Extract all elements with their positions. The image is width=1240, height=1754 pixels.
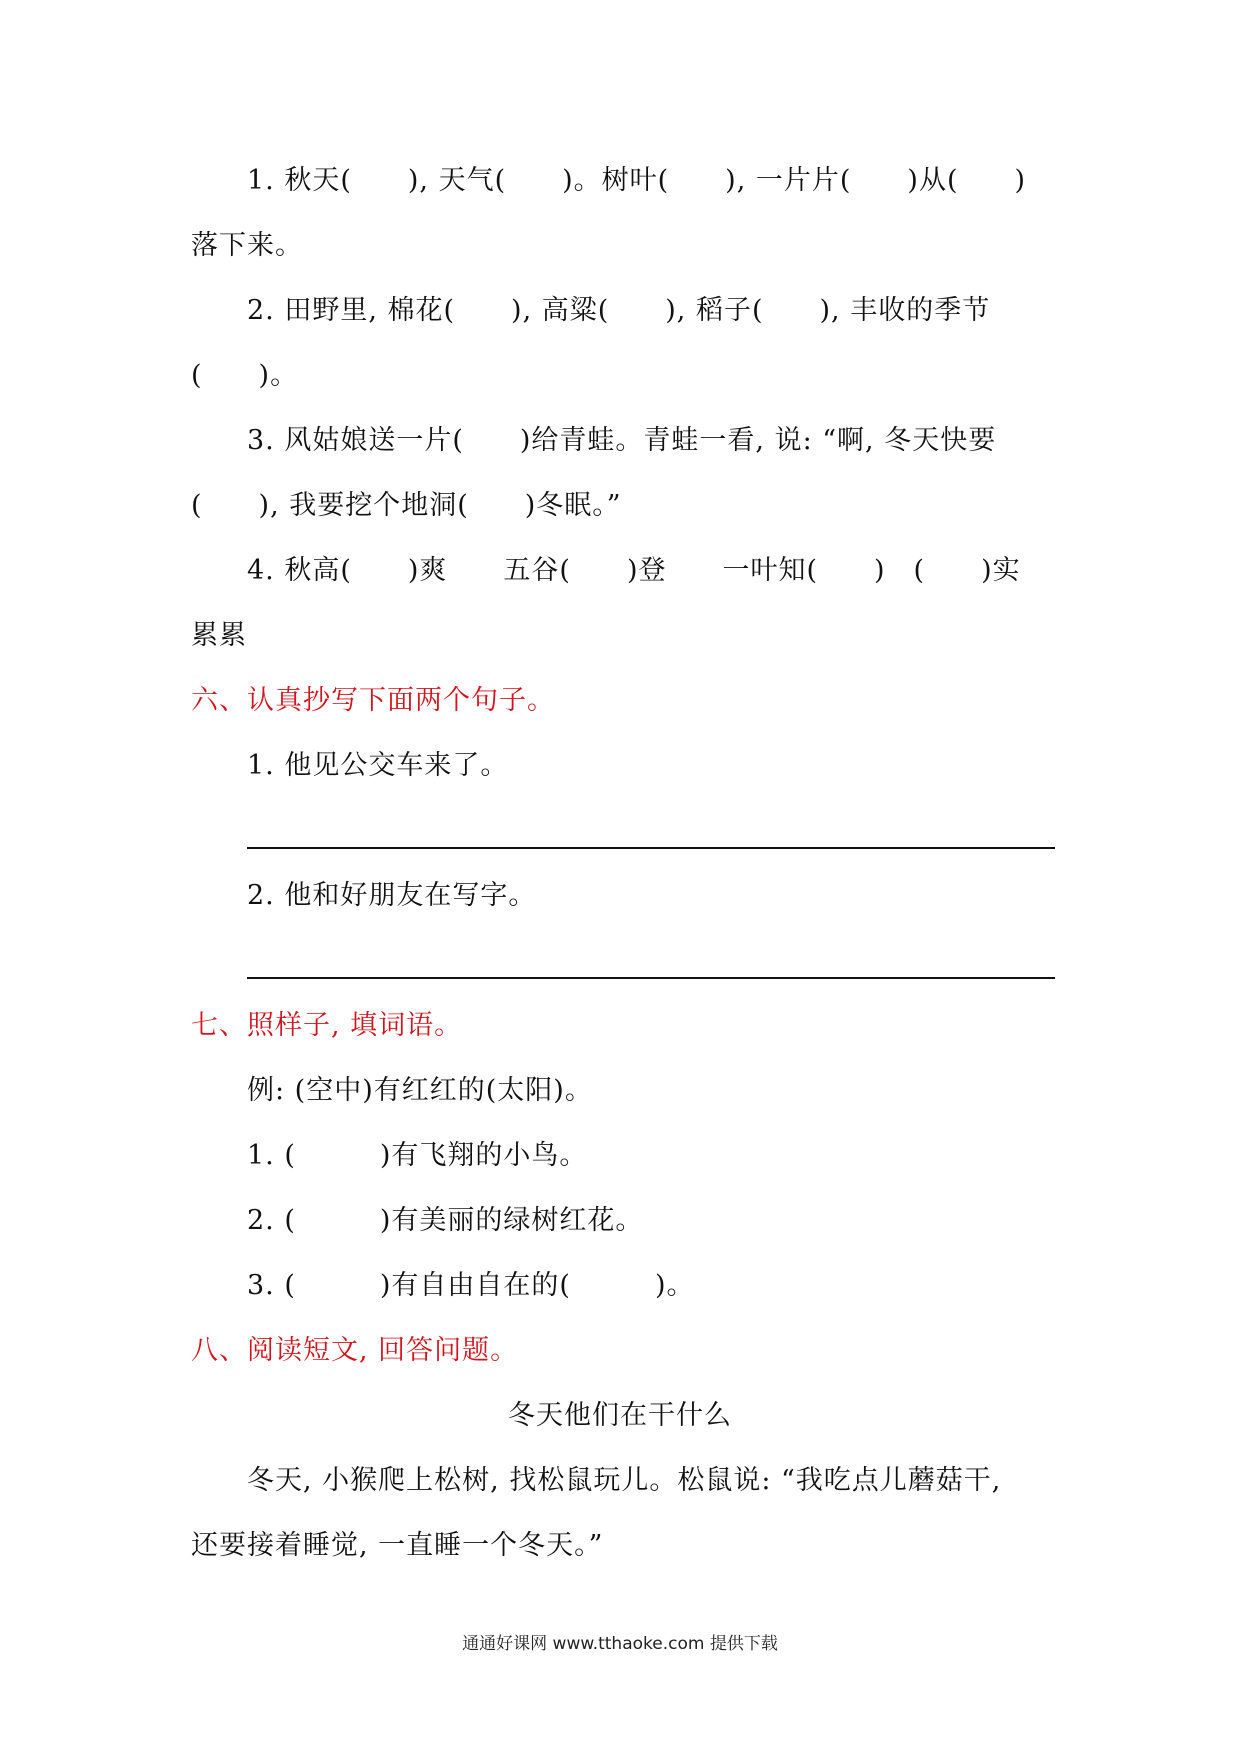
q3-line1: 3. 风姑娘送一片( )给青蛙。青蛙一看, 说: “啊, 冬天快要 [247,425,997,456]
s7-q1: 1. ( )有飞翔的小鸟。 [247,1140,588,1171]
q1-line2: 落下来。 [191,230,303,261]
q2-line1: 2. 田野里, 棉花( ), 高粱( ), 稻子( ), 丰收的季节 [247,295,991,326]
s7-q3: 3. ( )有自由自在的( )。 [247,1270,695,1301]
section6-heading: 六、认真抄写下面两个句子。 [191,685,555,716]
writing-line-2 [247,977,1055,979]
passage-line-2: 还要接着睡觉, 一直睡一个冬天。” [191,1530,604,1561]
copy-sentence-1: 1. 他见公交车来了。 [247,750,509,781]
example-line: 例: (空中)有红红的(太阳)。 [247,1075,593,1106]
q3-line2: ( ), 我要挖个地洞( )冬眠。” [191,490,622,521]
q4-line2: 累累 [191,620,247,651]
q4-line1: 4. 秋高( )爽 五谷( )登 一叶知( ) ( )实 [247,555,1021,586]
section8-heading: 八、阅读短文, 回答问题。 [191,1335,519,1366]
section7-heading: 七、照样子, 填词语。 [191,1010,463,1041]
passage-line-1: 冬天, 小猴爬上松树, 找松鼠玩儿。松鼠说: “我吃点儿蘑菇干, [247,1465,1002,1496]
copy-sentence-2: 2. 他和好朋友在写字。 [247,880,537,911]
footer-source: 通通好课网 www.tthaoke.com 提供下载 [462,1634,778,1654]
s7-q2: 2. ( )有美丽的绿树红花。 [247,1205,644,1236]
q1-line1: 1. 秋天( ), 天气( )。树叶( ), 一片片( )从( ) [247,165,1027,196]
passage-title: 冬天他们在干什么 [508,1400,732,1431]
writing-line-1 [247,847,1055,849]
q2-line2: ( )。 [191,360,299,391]
